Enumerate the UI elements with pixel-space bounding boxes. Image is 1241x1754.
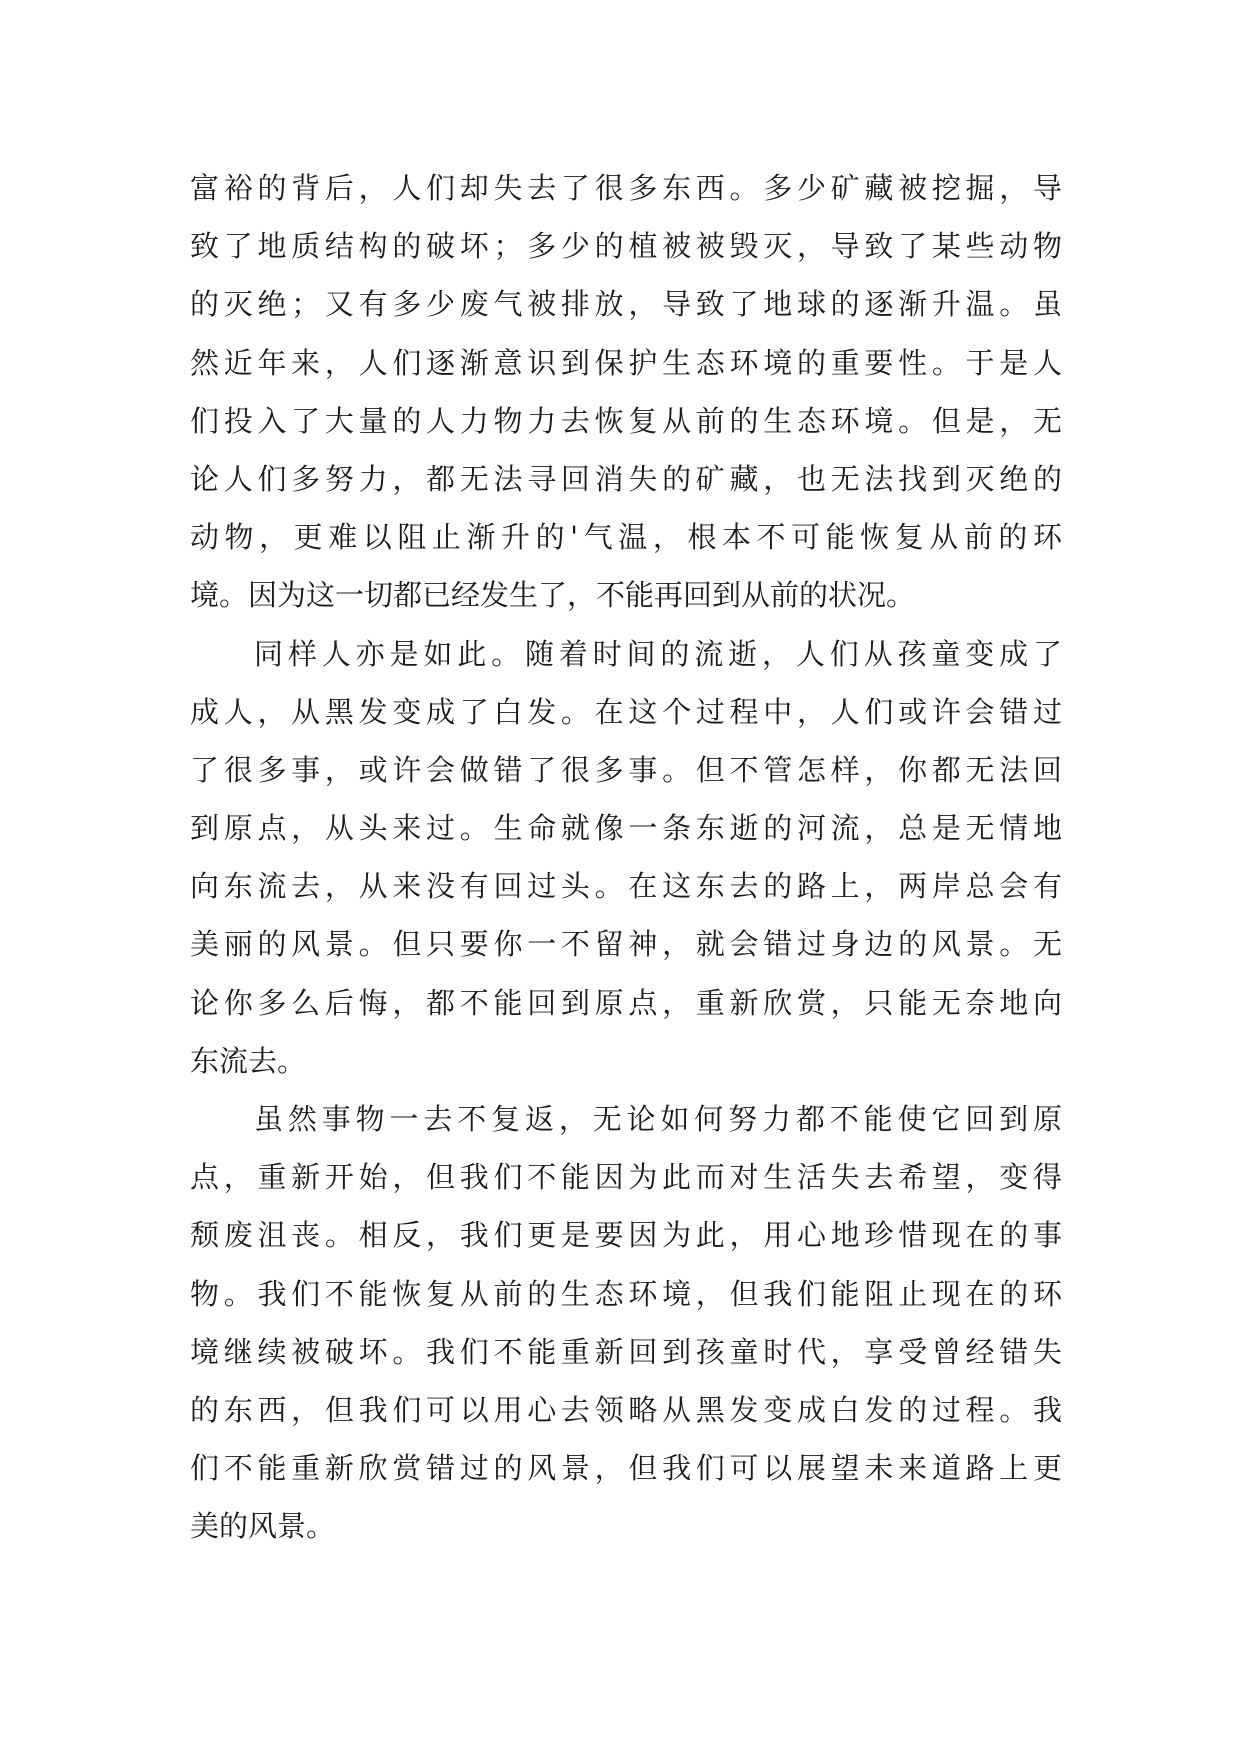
text-line: 东流去。 <box>190 1043 307 1078</box>
text-line: 虽然事物一去不复返，无论如何努力都不能使它回到原 <box>254 1102 1062 1136</box>
text-line: 富裕的背后，人们却失去了很多东西。多少矿藏被挖掘，导 <box>190 171 1062 205</box>
text-line: 境继续被破坏。我们不能重新回到孩童时代，享受曾经错失 <box>190 1334 1062 1369</box>
text-line: 致了地质结构的破坏；多少的植被被毁灭，导致了某些动物 <box>190 229 1062 264</box>
text-line: 们不能重新欣赏错过的风景，但我们可以展望未来道路上更 <box>190 1451 1062 1486</box>
text-line: 了很多事，或许会做错了很多事。但不管怎样，你都无法回 <box>190 752 1062 787</box>
text-line: 的东西，但我们可以用心去领略从黑发变成白发的过程。我 <box>190 1392 1062 1427</box>
text-line: 向东流去，从来没有回过头。在这东去的路上，两岸总会有 <box>190 869 1062 904</box>
text-line: 成人，从黑发变成了白发。在这个过程中，人们或许会错过 <box>190 694 1062 729</box>
text-line: 点，重新开始，但我们不能因为此而对生活失去希望，变得 <box>190 1160 1062 1195</box>
text-line: 美丽的风景。但只要你一不留神，就会错过身边的风景。无 <box>190 927 1062 962</box>
document-body <box>190 159 1062 1556</box>
text-line: 论你多么后悔，都不能回到原点，重新欣赏，只能无奈地向 <box>190 985 1062 1020</box>
text-line: 论人们多努力，都无法寻回消失的矿藏，也无法找到灭绝的 <box>190 461 1062 496</box>
text-line: 的灭绝；又有多少废气被排放，导致了地球的逐渐升温。虽 <box>190 287 1062 322</box>
text-line: 颓废沮丧。相反，我们更是要因为此，用心地珍惜现在的事 <box>190 1218 1062 1253</box>
text-line: 们投入了大量的人力物力去恢复从前的生态环境。但是，无 <box>190 403 1062 438</box>
text-line: 物。我们不能恢复从前的生态环境，但我们能阻止现在的环 <box>190 1276 1062 1311</box>
text-line: 美的风景。 <box>190 1509 336 1544</box>
text-line: 然近年来，人们逐渐意识到保护生态环境的重要性。于是人 <box>190 345 1062 380</box>
text-line: 同样人亦是如此。随着时间的流逝，人们从孩童变成了 <box>254 636 1062 671</box>
text-line: 到原点，从头来过。生命就像一条东逝的河流，总是无情地 <box>190 811 1062 846</box>
text-line: 境。因为这一切都已经发生了，不能再回到从前的状况。 <box>190 578 916 613</box>
text-line: 动物，更难以阻止渐升的'气温，根本不可能恢复从前的环 <box>190 520 1062 555</box>
